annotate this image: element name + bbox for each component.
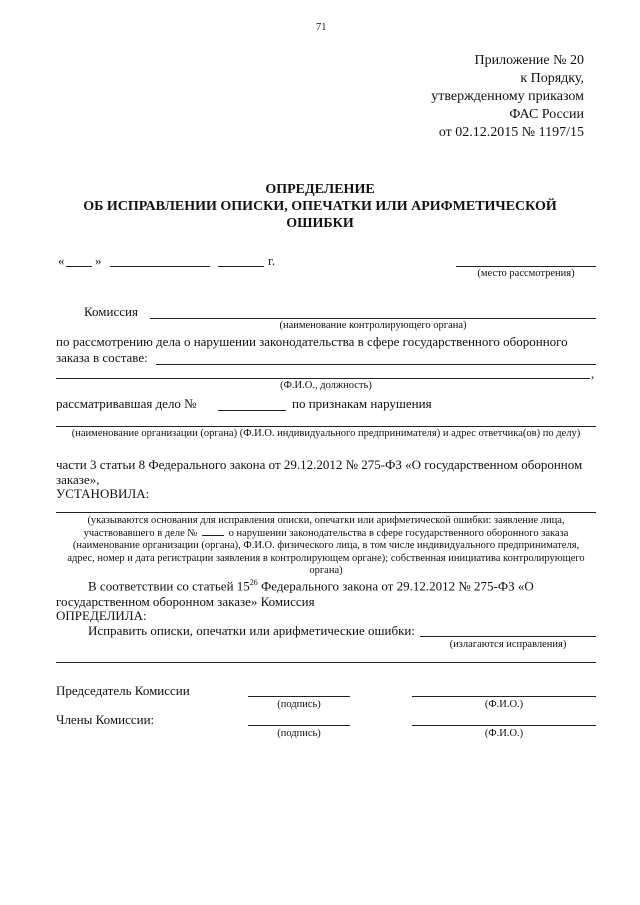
date-day-field[interactable] [66, 266, 92, 267]
accordance-line-1 [88, 578, 534, 594]
law-ref-line-1: части 3 статьи 8 Федерального закона от 29.12.2012 № 275-ФЗ «О государственном оборонном [56, 457, 583, 472]
grounds-caption-line-2a: участвовавшего в деле № [83, 527, 198, 539]
member-name-field[interactable] [412, 725, 596, 726]
title-line-1: ОПРЕДЕЛЕНИЕ [265, 182, 375, 197]
respondent-caption: (наименование организации (органа) (Ф.И.О. индивидуального предпринимателя) и адрес ответчика(ов) по делу) [71, 428, 581, 439]
document-title [40, 181, 600, 232]
corrections-field-1[interactable] [420, 636, 596, 637]
corrections-field-2[interactable] [56, 662, 596, 663]
accordance-line-2: государственном оборонном заказе» Комиссия [56, 594, 315, 609]
commission-label: Комиссия [84, 304, 138, 319]
grounds-caption-line-2b: о нарушении законодательства в сфере государственного оборонного заказа [228, 527, 569, 539]
grounds-caption-line-3: (наименование организации (органа), Ф.И.О. физического лица, в том числе индивидуального предпринимателя, [72, 540, 580, 551]
chairman-name-field[interactable] [412, 696, 596, 697]
consideration-text-1: по рассмотрению дела о нарушении законодательства в сфере государственного оборонного [56, 334, 568, 349]
corrections-caption: (излагаются исправления) [449, 639, 567, 650]
appendix-line-5: от 02.12.2015 № 1197/15 [438, 125, 584, 140]
composition-field-2[interactable] [56, 378, 590, 379]
chairman-label: Председатель Комиссии [56, 683, 190, 698]
appendix-block [431, 52, 584, 142]
grounds-caption [56, 515, 596, 578]
date-close-quote: » [95, 253, 102, 268]
commission-caption: (наименование контролирующего органа) [279, 320, 467, 331]
accordance-superscript: 26 [249, 578, 258, 587]
commission-field[interactable] [150, 318, 596, 319]
grounds-caption-line-1: (указываются основания для исправления описки, опечатки или арифметической ошибки: заявление лица, [87, 515, 565, 526]
case-label: рассматривавшая дело № [56, 396, 197, 411]
chairman-name-caption: (Ф.И.О.) [484, 699, 524, 710]
chairman-signature-field[interactable] [248, 696, 350, 697]
established-heading: УСТАНОВИЛА: [56, 486, 150, 501]
grounds-caption-line-4: адрес, номер и дата регистрации заявления в контролирующем органе); собственная инициатива контролирующего [67, 552, 585, 564]
consideration-text-2: заказа в составе: [56, 350, 148, 365]
grounds-caption-line-5: органа) [309, 565, 343, 576]
case-number-field[interactable] [218, 410, 286, 411]
chairman-signature-caption: (подпись) [277, 699, 321, 710]
determined-heading: ОПРЕДЕЛИЛА: [56, 608, 147, 623]
place-field[interactable] [456, 266, 596, 267]
composition-comma: , [591, 366, 595, 381]
appendix-line-2: к Порядку, [520, 71, 584, 86]
title-line-3: ОШИБКИ [286, 216, 354, 231]
grounds-caption-line-2 [56, 528, 596, 541]
appendix-line-4: ФАС России [509, 107, 584, 122]
members-label: Члены Комиссии: [56, 712, 155, 727]
respondent-field[interactable] [56, 426, 596, 427]
date-year-field[interactable] [218, 266, 264, 267]
law-ref-line-2: заказе», [56, 472, 100, 487]
composition-caption: (Ф.И.О., должность) [280, 380, 372, 391]
member-signature-caption: (подпись) [277, 728, 321, 739]
place-caption: (место рассмотрения) [477, 268, 575, 279]
page-number: 71 [316, 22, 327, 33]
member-signature-field[interactable] [248, 725, 350, 726]
accordance-part-2: Федерального закона от 29.12.2012 № 275-ФЗ «О [257, 578, 534, 594]
correct-text: Исправить описки, опечатки или арифметические ошибки: [88, 623, 415, 638]
date-open-quote: « [58, 253, 65, 268]
title-line-2: ОБ ИСПРАВЛЕНИИ ОПИСКИ, ОПЕЧАТКИ ИЛИ АРИФМЕТИЧЕСКОЙ [83, 199, 557, 214]
member-name-caption: (Ф.И.О.) [484, 728, 524, 739]
date-month-field[interactable] [110, 266, 210, 267]
accordance-part-1: В соответствии со статьей 15 [88, 578, 250, 594]
appendix-line-3: утвержденному приказом [431, 89, 584, 104]
grounds-case-number-field[interactable] [202, 535, 224, 536]
grounds-field[interactable] [56, 512, 596, 513]
violation-label: по признакам нарушения [292, 396, 432, 411]
composition-field-1[interactable] [156, 364, 596, 365]
appendix-line-1: Приложение № 20 [474, 53, 584, 68]
date-year-suffix: г. [268, 253, 276, 268]
